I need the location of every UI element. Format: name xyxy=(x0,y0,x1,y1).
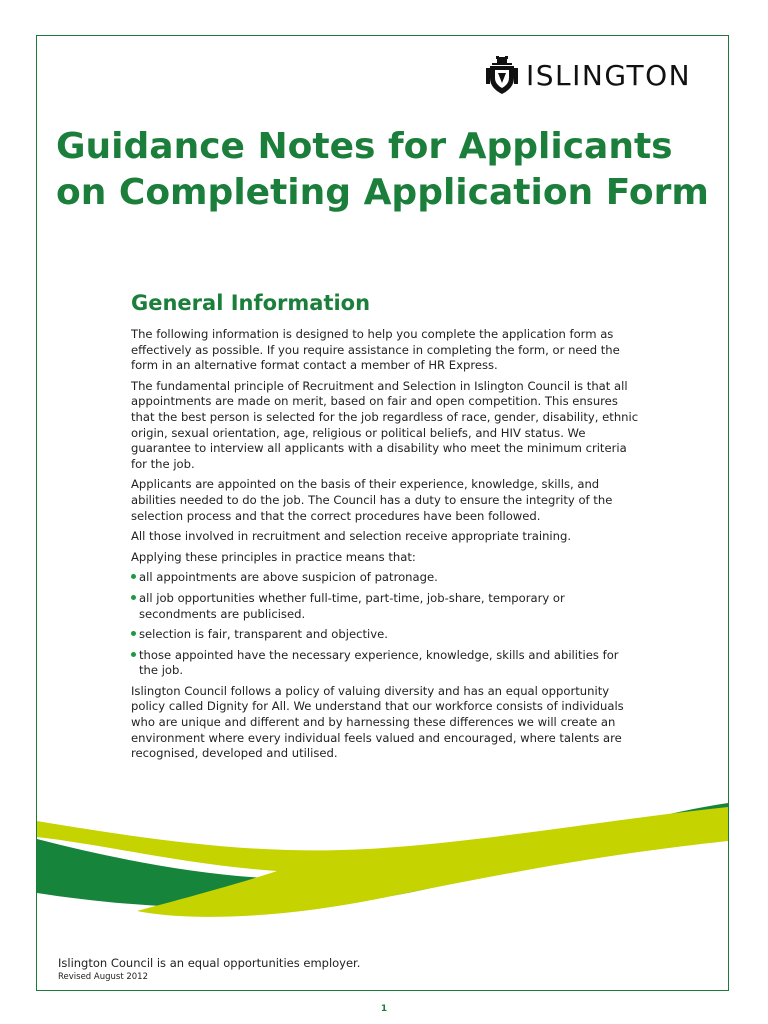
islington-logo xyxy=(486,56,691,96)
paragraph: The following information is designed to help you complete the application form as effectively as possible. If you require assistance in completing the form, or need the form in an alternative format contact a member of HR Express. xyxy=(131,327,620,373)
list-item-text: all appointments are above suspicion of patronage. xyxy=(139,570,438,585)
decorative-swoosh xyxy=(37,795,728,935)
paragraph: Applicants are appointed on the basis of their experience, knowledge, skills, and abilities needed to do the job. The Council has a duty to ensure the integrity of the selection process and that the correct procedures have been followed. xyxy=(131,477,613,523)
list-item xyxy=(131,627,641,643)
bullet-icon xyxy=(131,652,136,657)
principles-list xyxy=(131,570,641,679)
paragraph: Applying these principles in practice means that: xyxy=(131,549,416,564)
paragraph: The fundamental principle of Recruitment and Selection in Islington Council is that all appointments are made on merit, based on fair and open competition. This ensures that the best person is selected for the job regardless of race, gender, disability, ethnic origin, sexual orientation, age, religious or political beliefs, and HIV status. We guarantee to interview all applicants with a disability who meet the minimum criteria for the job. xyxy=(131,378,639,471)
page-number: 1 xyxy=(380,1004,388,1014)
list-item xyxy=(131,570,641,586)
list-item-text: selection is fair, transparent and objective. xyxy=(139,627,388,642)
list-item-text: those appointed have the necessary experience, knowledge, skills and abilities for the job. xyxy=(139,647,619,678)
closing-paragraph: Islington Council follows a policy of valuing diversity and has an equal opportunity policy called Dignity for All. We understand that our workforce consists of individuals who are unique and different and by harnessing these differences we will create an environment where every individual feels valued and encouraged, where talents are recognised, developed and utilised. xyxy=(131,683,624,761)
list-item xyxy=(131,591,641,622)
bullet-icon xyxy=(131,631,136,636)
bullet-icon xyxy=(131,595,136,600)
section-heading: General Information xyxy=(131,291,371,315)
logo-wordmark: ISLINGTON xyxy=(526,59,692,92)
equal-opportunities-note: Islington Council is an equal opportunities employer. xyxy=(58,956,361,970)
general-information-body xyxy=(131,327,641,767)
list-item-text: all job opportunities whether full-time, part-time, job-share, temporary or secondments are publicised. xyxy=(139,590,565,621)
list-item xyxy=(131,648,641,679)
bullet-icon xyxy=(131,574,136,579)
revision-date: Revised August 2012 xyxy=(58,972,148,982)
islington-crest-icon xyxy=(486,56,518,96)
page-title: Guidance Notes for Applicants on Completing Application Form xyxy=(56,126,709,213)
paragraph: All those involved in recruitment and selection receive appropriate training. xyxy=(131,529,572,544)
